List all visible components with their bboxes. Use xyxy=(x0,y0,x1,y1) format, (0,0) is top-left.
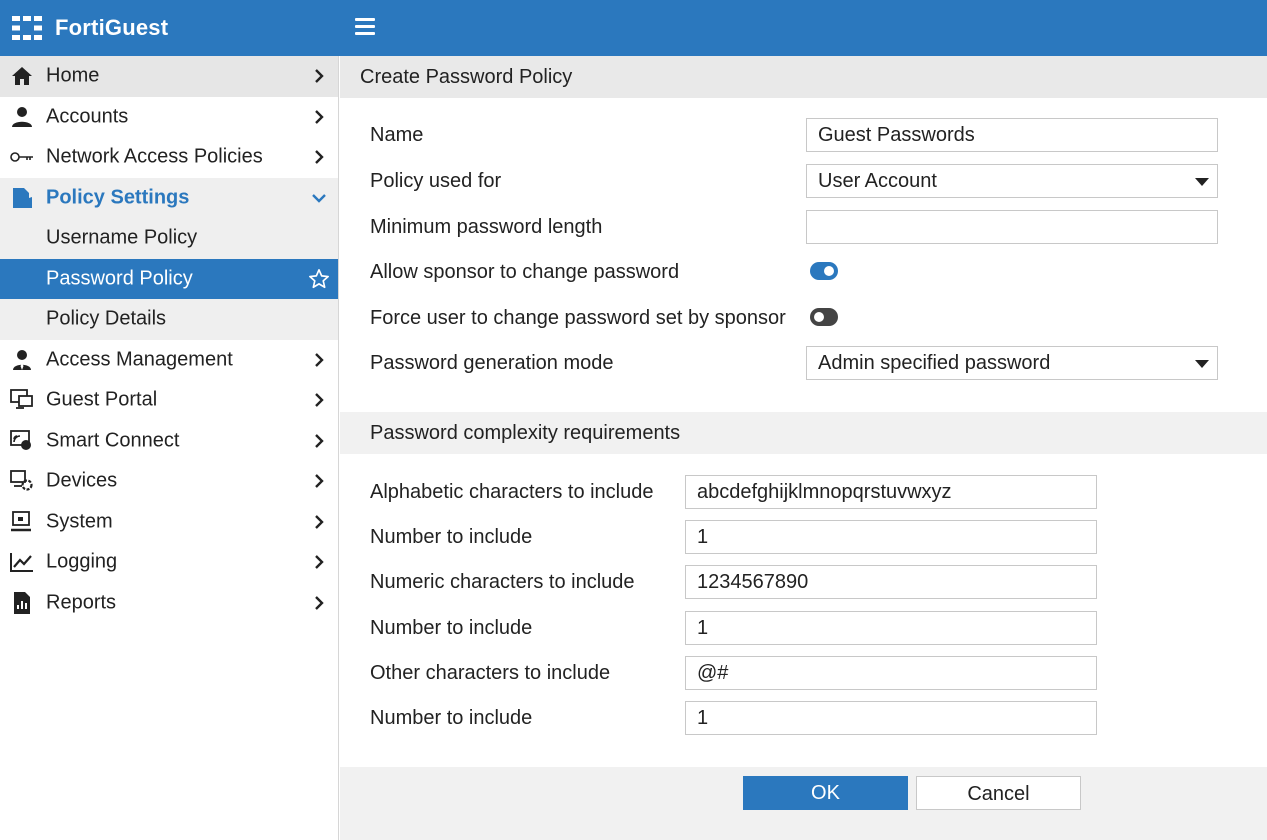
sidebar-item-label: Username Policy xyxy=(46,226,198,249)
devices-icon xyxy=(10,469,34,493)
chart-icon xyxy=(10,550,34,574)
alpha-chars-input[interactable]: abcdefghijklmnopqrstuvwxyz xyxy=(685,475,1097,509)
other-count-label: Number to include xyxy=(370,707,533,729)
portal-icon xyxy=(10,388,34,412)
other-chars-label: Other characters to include xyxy=(370,662,611,684)
chevron-right-icon xyxy=(312,434,326,448)
numeric-count-input[interactable]: 1 xyxy=(685,611,1097,645)
chevron-right-icon xyxy=(312,596,326,610)
generation-mode-value: Admin specified password xyxy=(818,352,1051,374)
complexity-section-title: Password complexity requirements xyxy=(340,412,1267,454)
main-panel xyxy=(340,56,1267,840)
sidebar-item-logging[interactable] xyxy=(0,542,338,583)
sidebar-item-accounts[interactable] xyxy=(0,97,338,138)
sidebar-item-label: Network Access Policies xyxy=(46,145,263,168)
app-title: FortiGuest xyxy=(55,15,169,40)
dropdown-caret-icon xyxy=(1195,178,1209,186)
policy-icon xyxy=(10,186,34,210)
policy-used-for-select[interactable] xyxy=(806,164,1218,198)
sidebar-item-devices[interactable] xyxy=(0,461,338,502)
sidebar-item-label: Devices xyxy=(46,469,118,492)
dropdown-caret-icon xyxy=(1195,360,1209,368)
cancel-button[interactable]: Cancel xyxy=(916,776,1081,810)
menu-toggle-icon[interactable] xyxy=(355,18,375,38)
numeric-chars-input[interactable]: 1234567890 xyxy=(685,565,1097,599)
chevron-right-icon xyxy=(312,353,326,367)
chevron-right-icon xyxy=(312,474,326,488)
generation-mode-label: Password generation mode xyxy=(370,352,614,374)
chevron-right-icon xyxy=(312,150,326,164)
min-length-input[interactable] xyxy=(806,210,1218,244)
min-length-label: Minimum password length xyxy=(370,216,603,238)
generation-mode-select[interactable] xyxy=(806,346,1218,380)
sidebar xyxy=(0,56,339,840)
sidebar-item-network-access-policies[interactable] xyxy=(0,137,338,178)
sidebar-item-label: Policy Details xyxy=(46,307,167,330)
sidebar-item-password-policy[interactable] xyxy=(0,259,338,300)
home-icon xyxy=(10,64,34,88)
alpha-count-input[interactable]: 1 xyxy=(685,520,1097,554)
numeric-chars-label: Numeric characters to include xyxy=(370,571,635,593)
alpha-chars-label: Alphabetic characters to include xyxy=(370,481,654,503)
sidebar-item-system[interactable] xyxy=(0,502,338,543)
force-user-label: Force user to change password set by sponsor xyxy=(370,307,786,329)
sidebar-item-guest-portal[interactable] xyxy=(0,380,338,421)
sidebar-item-label: Accounts xyxy=(46,105,129,128)
favorite-star-icon[interactable] xyxy=(308,268,330,290)
sidebar-item-label: Smart Connect xyxy=(46,429,180,452)
force-user-toggle[interactable] xyxy=(810,308,838,326)
brand[interactable] xyxy=(12,14,168,42)
report-icon xyxy=(10,591,34,615)
numeric-count-label: Number to include xyxy=(370,617,533,639)
allow-sponsor-label: Allow sponsor to change password xyxy=(370,261,680,283)
sidebar-item-label: System xyxy=(46,510,113,533)
sidebar-item-label: Guest Portal xyxy=(46,388,158,411)
user-icon xyxy=(10,105,34,129)
smart-connect-icon xyxy=(10,429,34,453)
name-input[interactable]: Guest Passwords xyxy=(806,118,1218,152)
sidebar-item-policy-details[interactable] xyxy=(0,299,338,340)
sidebar-item-label: Access Management xyxy=(46,348,233,371)
sidebar-item-smart-connect[interactable] xyxy=(0,421,338,462)
chevron-right-icon xyxy=(312,393,326,407)
chevron-right-icon xyxy=(312,69,326,83)
policy-used-for-value: User Account xyxy=(818,170,937,192)
name-label: Name xyxy=(370,124,424,146)
form-footer xyxy=(340,767,1267,840)
panel-title: Create Password Policy xyxy=(340,56,1267,98)
sidebar-item-label: Password Policy xyxy=(46,267,193,290)
sidebar-item-label: Home xyxy=(46,64,100,87)
top-bar xyxy=(0,0,1267,56)
sidebar-item-reports[interactable] xyxy=(0,583,338,624)
other-chars-input[interactable]: @# xyxy=(685,656,1097,690)
admin-user-icon xyxy=(10,348,34,372)
chevron-right-icon xyxy=(312,555,326,569)
chevron-right-icon xyxy=(312,515,326,529)
sidebar-item-access-management[interactable] xyxy=(0,340,338,381)
ok-button[interactable]: OK xyxy=(743,776,908,810)
sidebar-item-username-policy[interactable] xyxy=(0,218,338,259)
key-icon xyxy=(10,145,34,169)
sidebar-item-policy-settings[interactable] xyxy=(0,178,338,219)
sidebar-item-label: Policy Settings xyxy=(46,186,190,209)
policy-used-for-label: Policy used for xyxy=(370,170,502,192)
fortinet-logo-icon xyxy=(12,16,42,40)
chevron-down-icon xyxy=(312,191,326,205)
other-count-input[interactable]: 1 xyxy=(685,701,1097,735)
system-icon xyxy=(10,510,34,534)
allow-sponsor-toggle[interactable] xyxy=(810,262,838,280)
chevron-right-icon xyxy=(312,110,326,124)
sidebar-item-home[interactable] xyxy=(0,56,338,97)
alpha-count-label: Number to include xyxy=(370,526,533,548)
sidebar-item-label: Reports xyxy=(46,591,117,614)
sidebar-item-label: Logging xyxy=(46,550,118,573)
